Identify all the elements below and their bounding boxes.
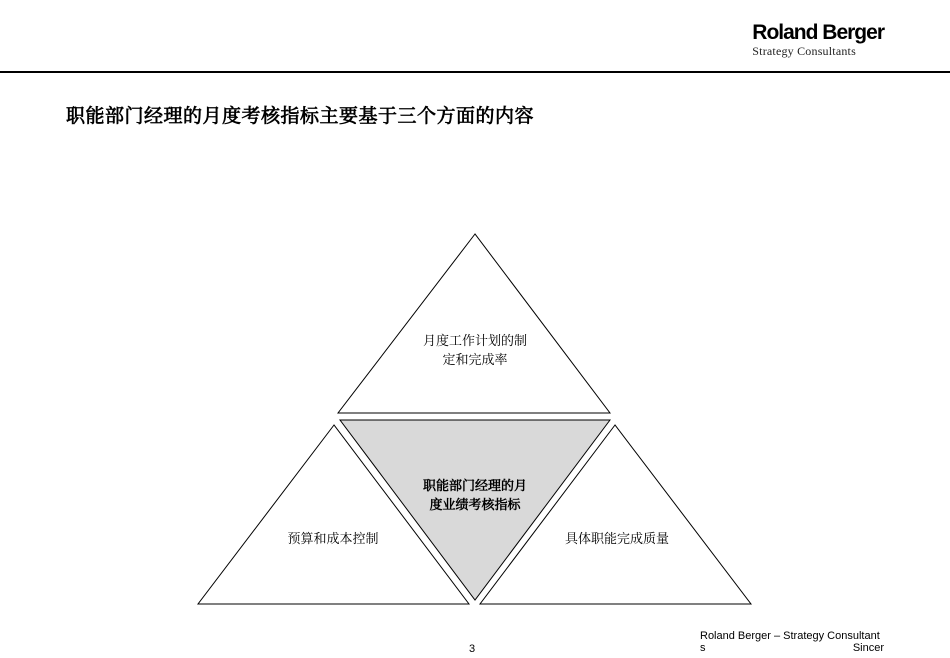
footer-text <box>700 630 884 654</box>
footer-line-1: Roland Berger – Strategy Consultant <box>700 630 880 642</box>
right-triangle-label: 具体职能完成质量 <box>564 532 669 547</box>
top-triangle-label <box>395 332 555 370</box>
logo-brand: Roland Berger <box>752 21 884 44</box>
top-triangle <box>338 234 610 413</box>
top-label-line-1: 月度工作计划的制 <box>422 334 527 349</box>
page-number: 3 <box>469 643 476 655</box>
page-title: 职能部门经理的月度考核指标主要基于三个方面的内容 <box>66 105 535 127</box>
center-label-line-2: 度业绩考核指标 <box>429 498 521 513</box>
left-triangle-label: 预算和成本控制 <box>287 532 379 547</box>
center-triangle-label <box>395 477 555 515</box>
footer-line-2-right: Sincer <box>852 642 884 654</box>
logo-tagline: Strategy Consultants <box>752 44 856 58</box>
center-label-line-1: 职能部门经理的月 <box>422 479 527 494</box>
footer-line-2-left: s <box>700 642 706 654</box>
top-label-line-2: 定和完成率 <box>442 353 508 368</box>
